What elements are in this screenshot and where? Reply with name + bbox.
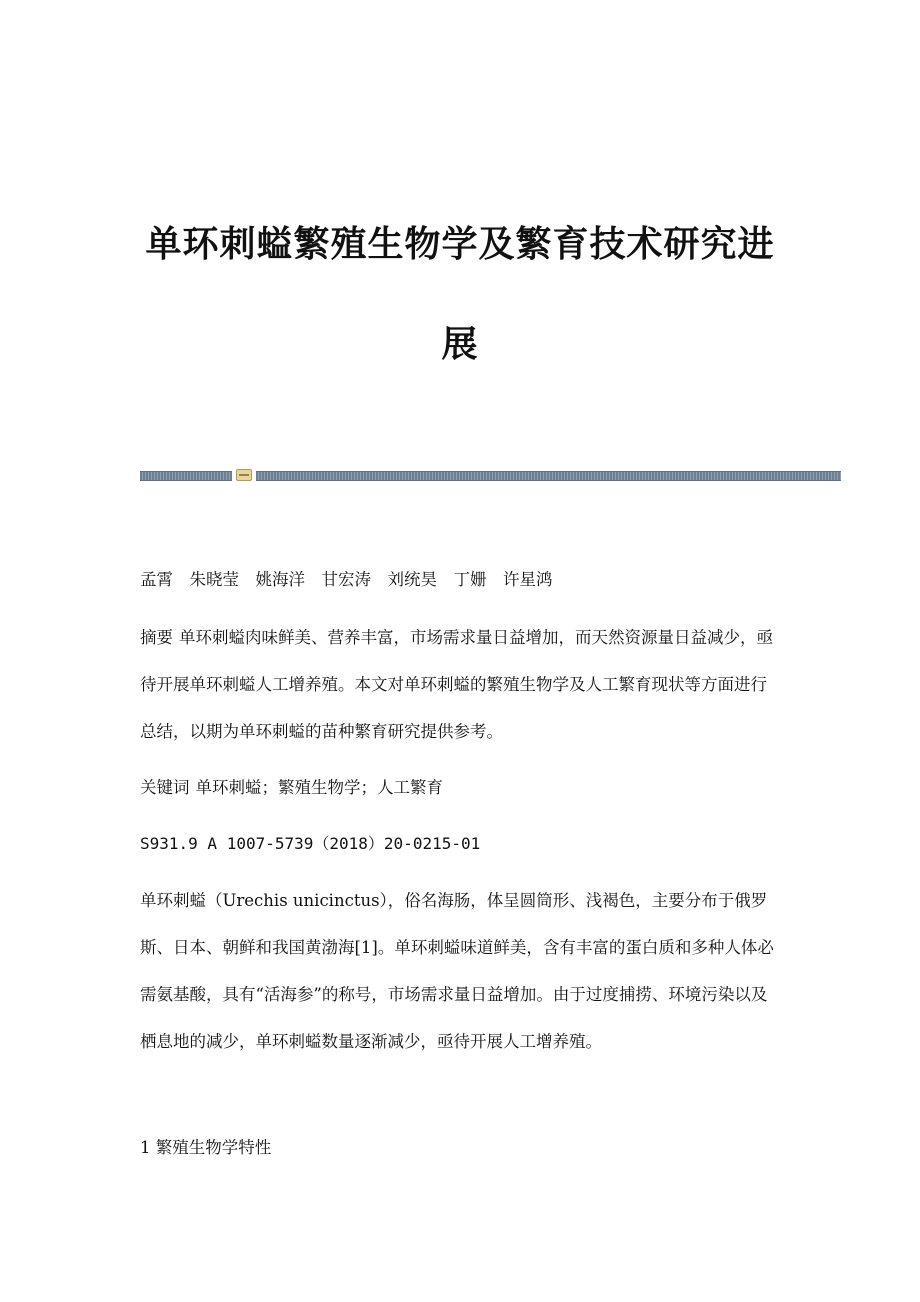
abstract-label: 摘要: [140, 628, 173, 647]
divider-rule-right: [256, 471, 841, 481]
keywords-label: 关键词: [140, 778, 190, 797]
classification-code: S931.9 A 1007-5739（2018）20-0215-01: [140, 834, 481, 853]
paper-title-line-2: 展: [441, 324, 479, 365]
abstract: [140, 614, 780, 755]
intro-paragraph: 单环刺螠（Urechis unicinctus），俗名海肠，体呈圆筒形、浅褐色，主要分布于俄罗斯、日本、朝鲜和我国黄渤海[1]。单环刺螠味道鲜美，含有丰富的蛋白质和多种人体必需氨基酸，具有“活海参”的称号，市场需求量日益增加。由于过度捕捞、环境污染以及栖息地的减少，单环刺螠数量逐渐减少，亟待开展人工增养殖。: [140, 891, 774, 1051]
keywords-text: 单环刺螠；繁殖生物学；人工繁育: [195, 778, 443, 797]
author-list: 孟霄 朱晓莹 姚海洋 甘宏涛 刘统昊 丁姗 许星鸿: [140, 570, 553, 589]
keywords: [140, 764, 780, 811]
divider-ornament-icon: [236, 469, 252, 481]
abstract-text: 单环刺螠肉味鲜美、营养丰富，市场需求量日益增加，而天然资源量日益减少，亟待开展单环刺螠人工增养殖。本文对单环刺螠的繁殖生物学及人工繁育现状等方面进行总结，以期为单环刺螠的苗种繁育研究提供参考。: [140, 628, 773, 741]
divider-rule-left: [140, 471, 232, 481]
section-heading-1: 1 繁殖生物学特性: [140, 1138, 272, 1157]
paper-title-line-1: 单环刺螠繁殖生物学及繁育技术研究进: [145, 224, 775, 265]
